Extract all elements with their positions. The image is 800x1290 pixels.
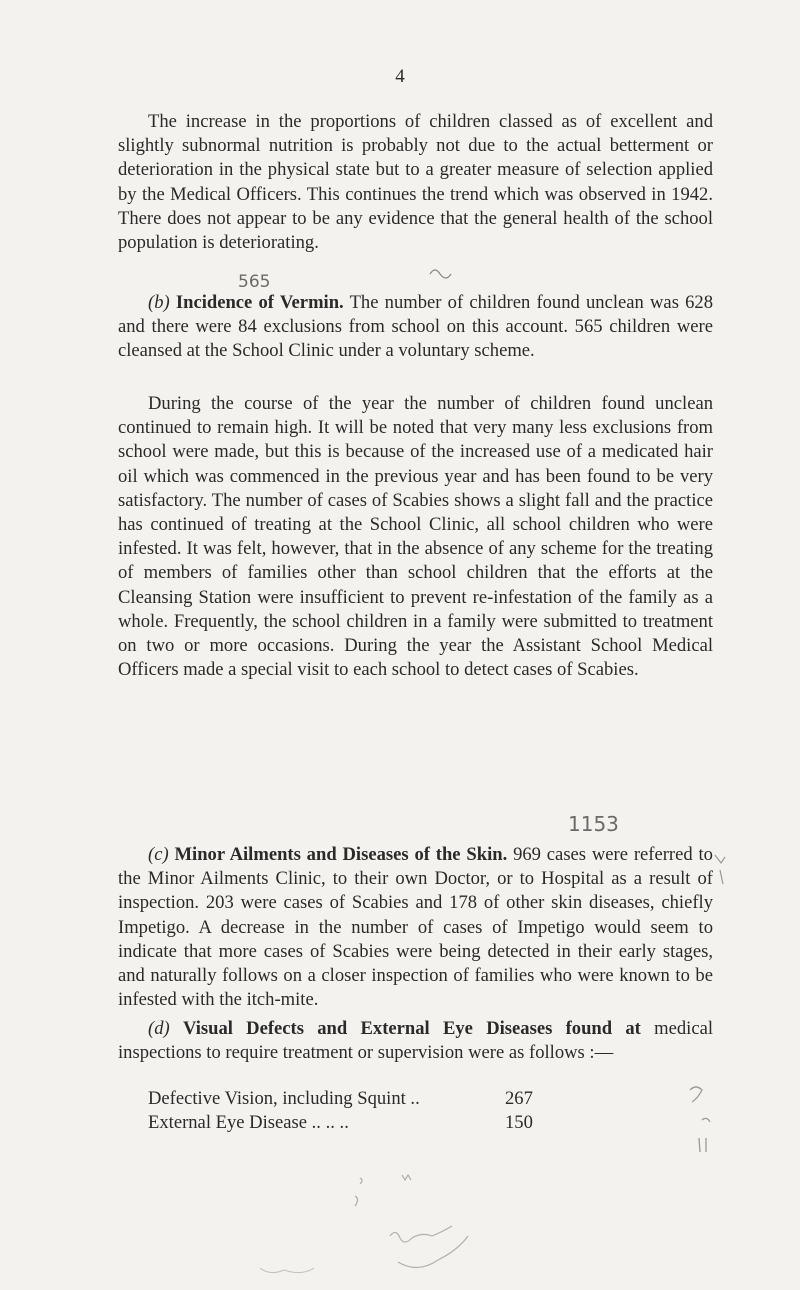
section-d-heading: Visual Defects and External Eye Diseases found at — [182, 1018, 641, 1039]
section-c-letter: (c) — [148, 844, 169, 865]
handwritten-note-b: 565 — [238, 272, 271, 292]
section-b-text: The number of children found unclean was 628 and there were 84 exclusions from school on this account. 565 children were cleansed at the School Clinic under a voluntary scheme. — [118, 292, 714, 362]
page-number: 4 — [395, 66, 405, 87]
row-label: Defective Vision, including Squint .. — [148, 1088, 420, 1109]
section-d-text: medical inspections to require treatment or supervision were as follows :— — [118, 1018, 713, 1064]
section-b-letter: (b) — [148, 292, 170, 313]
row-label: External Eye Disease .. .. .. — [148, 1112, 349, 1133]
section-c-heading: Minor Ailments and Diseases of the Skin. — [174, 844, 508, 865]
section-b-heading: Incidence of Vermin. — [175, 292, 344, 313]
row-value: 267 — [505, 1088, 533, 1109]
section-d-letter: (d) — [148, 1018, 170, 1039]
row-value: 150 — [505, 1112, 533, 1133]
intro-paragraph: The increase in the proportions of children classed as of excellent and slightly subnormal nutrition is probably not due to the actual betterment or deterioration in the physical state but to a greater measure of selection applied by the Medical Officers. This continues the trend which was observed in 1942. There does not appear to be any evidence that the general health of the school population is deteriorating. — [118, 111, 713, 254]
section-c-text: 969 cases were referred to the Minor Ailments Clinic, to their own Doctor, or to Hospital as a result of inspection. 203 were cases of Scabies and 178 of other skin diseases, chiefly Impetigo. A decrease in the number of cases of Impetigo would seem to indicate that more cases of Scabies were being detected in their early stages, and naturally follows on a closer inspection of families who were known to be infested with the itch-mite. — [118, 844, 713, 1011]
course-paragraph: During the course of the year the number of children found unclean continued to remain high. It will be noted that very many less exclusions from school were made, but this is because of the increased use of a medicated hair oil which was commenced in the previous year and has been found to be very satisfactory. The number of cases of Scabies shows a slight fall and the practice has continued of treating at the School Clinic, all school children who were infested. It was felt, however, that in the absence of any scheme for the treating of members of families other than school children that the efforts at the Cleansing Station were insufficient to prevent re-infestation of the family as a whole. Frequently, the school children in a family were submitted to treatment on two or more occasions. During the year the Assistant School Medical Officers made a special visit to each school to detect cases of Scabies. — [118, 393, 713, 681]
handwritten-note-c: 1153 — [568, 812, 619, 836]
